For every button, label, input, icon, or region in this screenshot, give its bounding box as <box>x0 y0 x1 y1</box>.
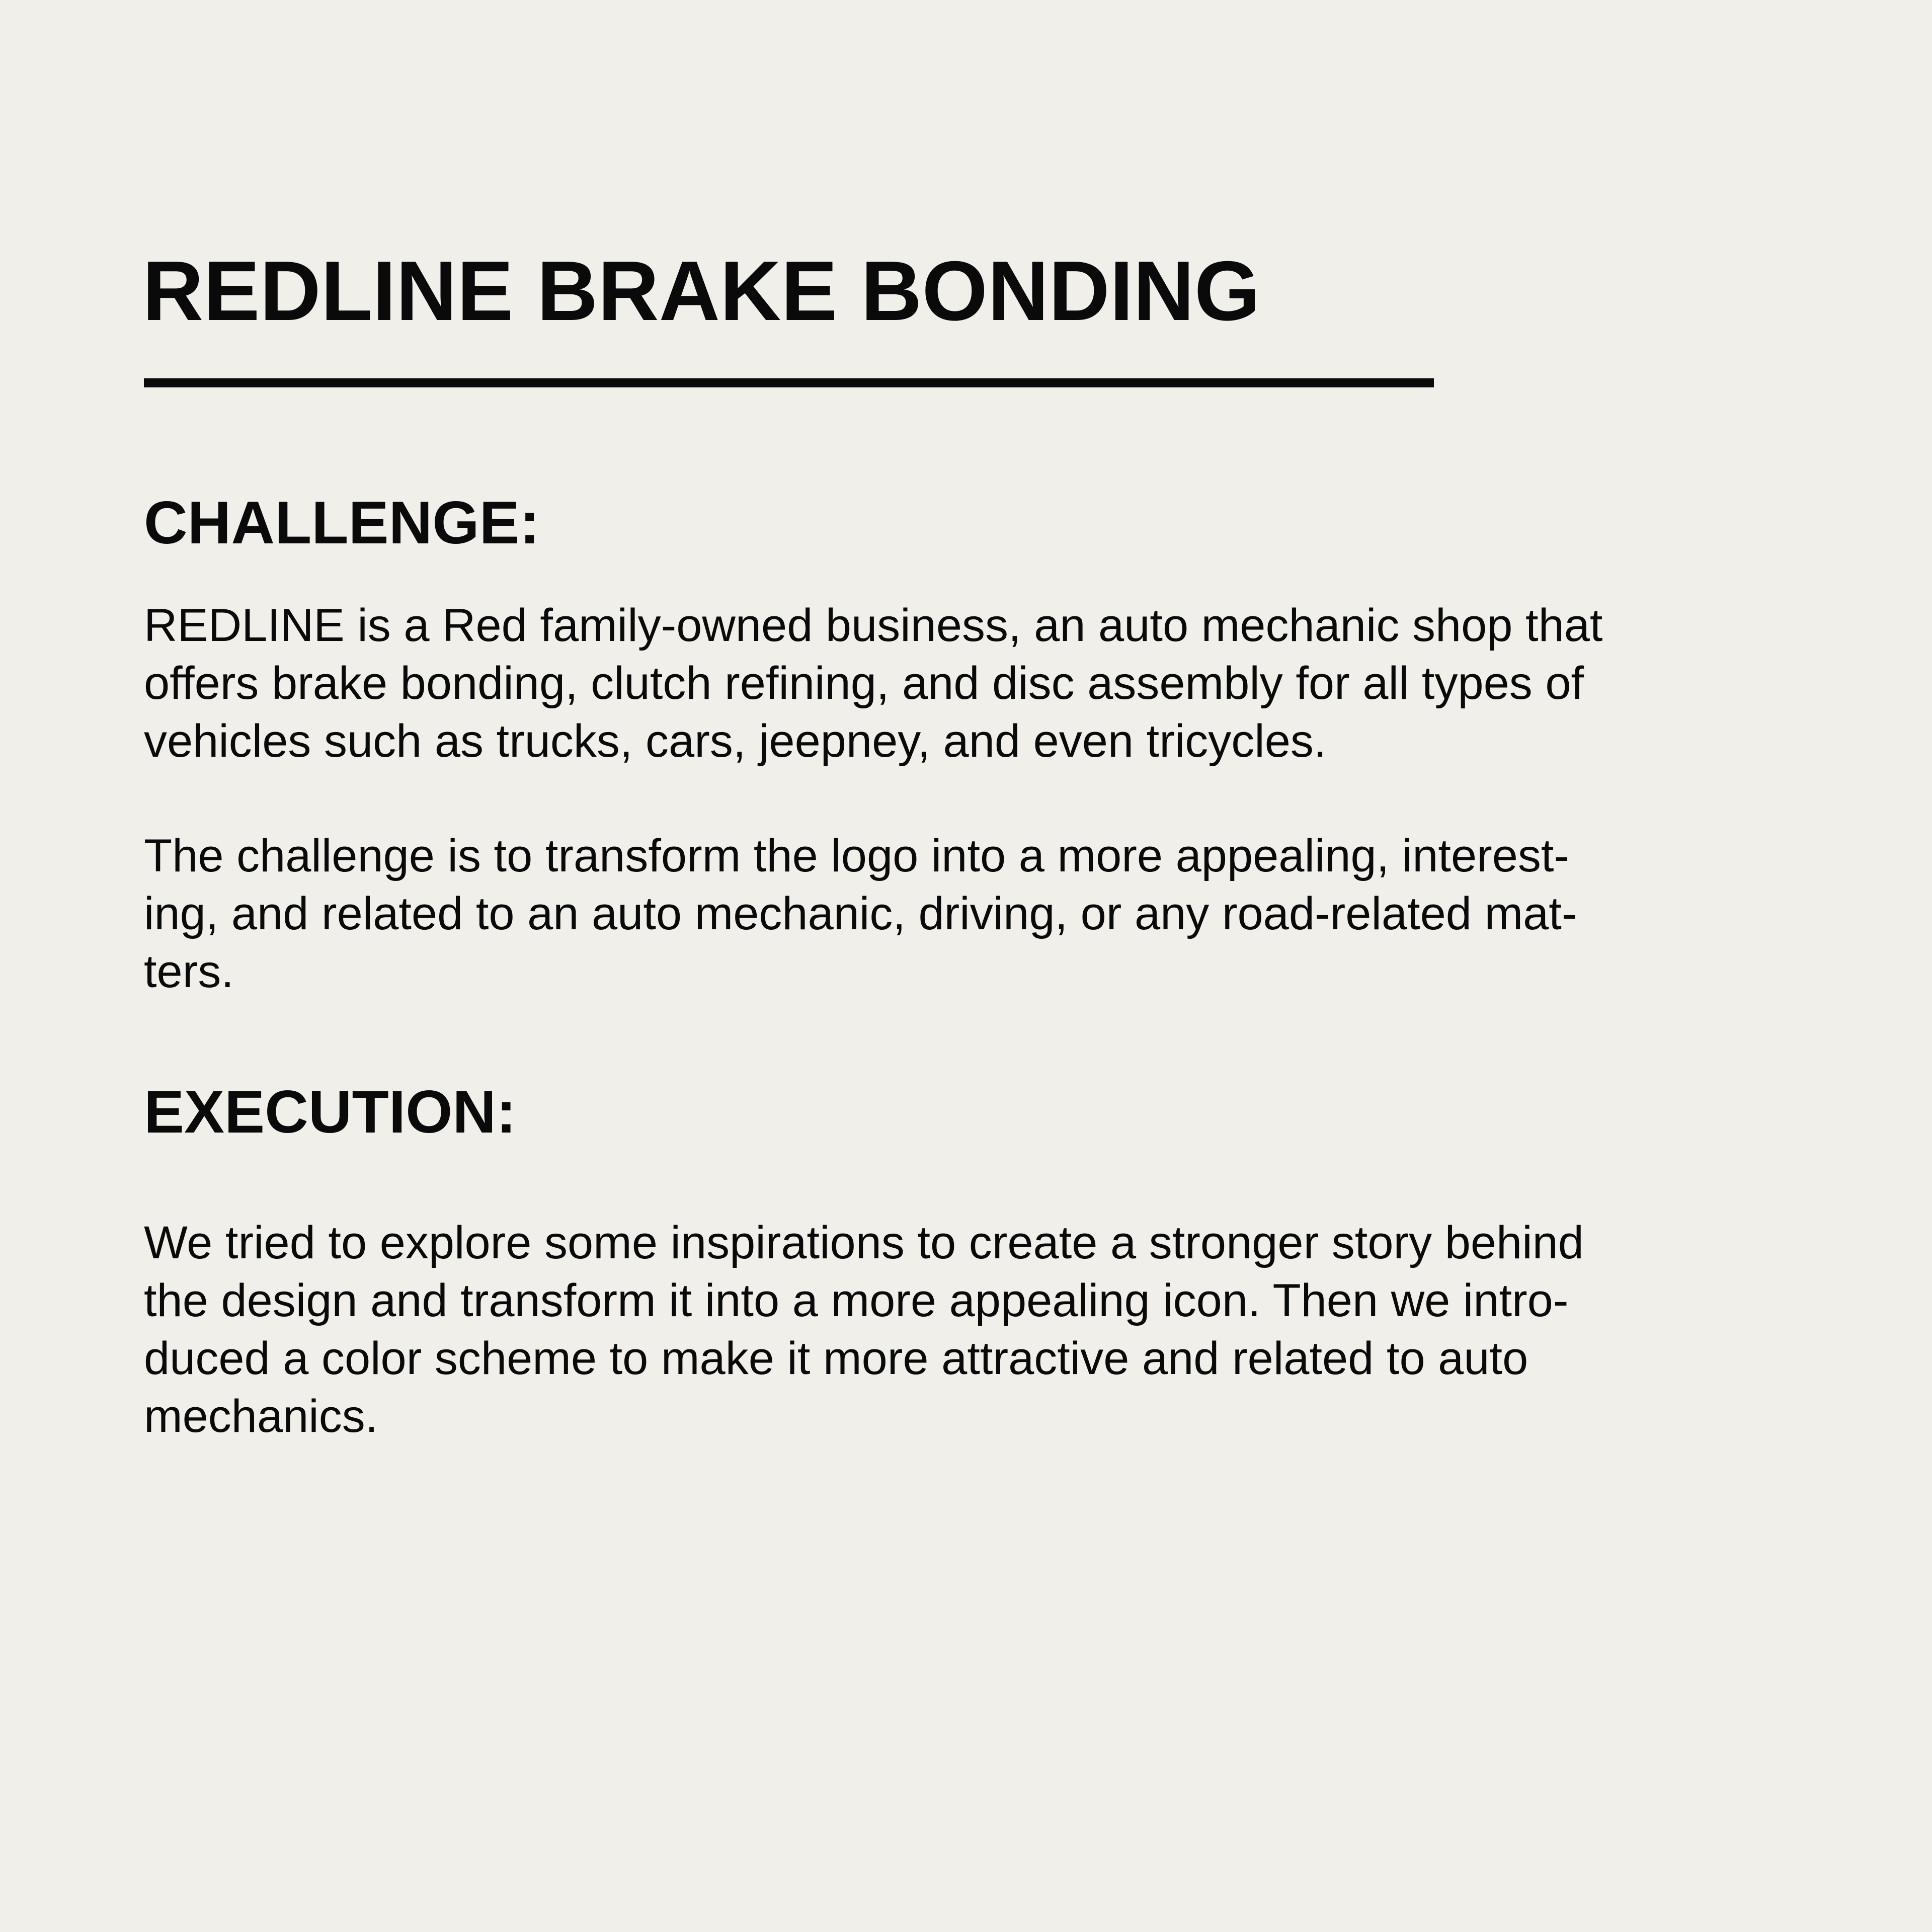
paragraph-line: offers brake bonding, clutch refining, and disc assembly for all types of <box>144 658 1584 709</box>
challenge-paragraph-2 <box>144 827 1814 1001</box>
paragraph-line: the design and transform it into a more appealing icon. Then we intro- <box>144 1275 1569 1326</box>
title-divider <box>144 378 1434 387</box>
paragraph-line: ters. <box>144 946 234 997</box>
paragraph-line: ing, and related to an auto mechanic, driving, or any road-related mat- <box>144 888 1577 939</box>
paragraph-line: The challenge is to transform the logo into a more appealing, interest- <box>144 830 1570 881</box>
document-title: REDLINE BRAKE BONDING <box>142 244 1260 338</box>
paragraph-line: We tried to explore some inspirations to create a stronger story behind <box>144 1217 1584 1268</box>
paragraph-line: vehicles such as trucks, cars, jeepney, and even tricycles. <box>144 715 1327 767</box>
challenge-heading: CHALLENGE: <box>144 489 540 556</box>
paragraph-line: mechanics. <box>144 1391 378 1442</box>
paragraph-line: REDLINE is a Red family-owned business, an auto mechanic shop that <box>144 600 1603 651</box>
paragraph-line: duced a color scheme to make it more attractive and related to auto <box>144 1333 1528 1384</box>
challenge-paragraph-1 <box>144 597 1814 770</box>
execution-heading: EXECUTION: <box>144 1078 517 1146</box>
execution-paragraph <box>144 1214 1814 1445</box>
